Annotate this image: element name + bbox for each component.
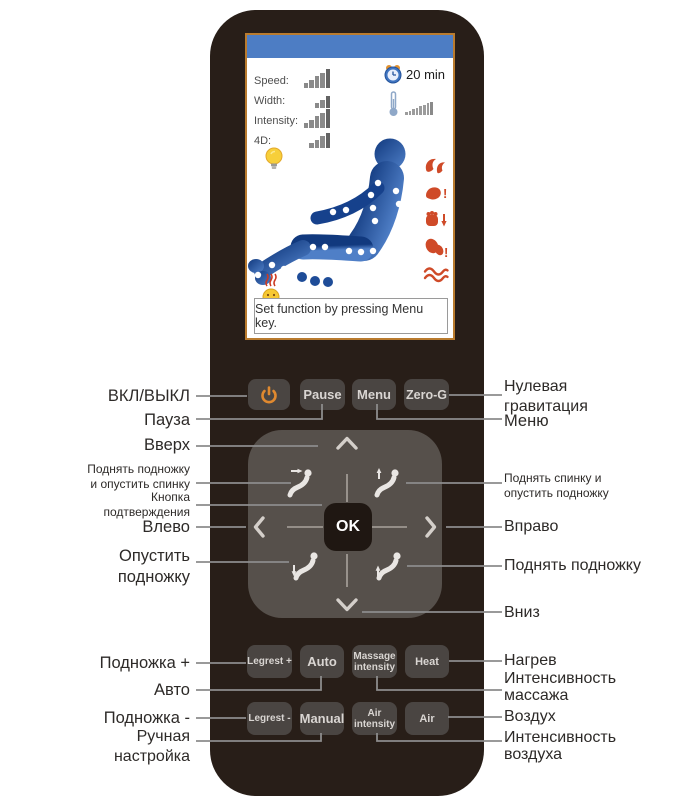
up-arrow-icon[interactable] bbox=[338, 439, 356, 449]
power-button[interactable] bbox=[248, 379, 290, 410]
menu-button[interactable] bbox=[352, 379, 396, 410]
legrest-plus-button[interactable] bbox=[247, 645, 292, 678]
tapping-icon bbox=[423, 182, 450, 204]
width-label: Width: bbox=[254, 95, 286, 107]
legrest-minus-button[interactable] bbox=[247, 702, 292, 735]
power-icon bbox=[259, 385, 279, 405]
screen-message-box bbox=[254, 298, 448, 334]
right-callout-label: Вправо bbox=[504, 518, 559, 535]
wave-icon bbox=[423, 265, 450, 283]
lower-legrest-callout-label: Опустить подножку bbox=[117, 547, 190, 586]
ok-button[interactable] bbox=[324, 503, 372, 551]
ok-button-label: OK bbox=[336, 518, 360, 535]
screen bbox=[245, 33, 455, 340]
shiatsu-icon bbox=[423, 236, 450, 259]
zero-g-button[interactable] bbox=[404, 379, 449, 410]
manual-label: Manual bbox=[299, 711, 345, 726]
air-callout-label: Воздух bbox=[504, 708, 556, 725]
raise-legrest-icon[interactable] bbox=[376, 552, 401, 578]
speed-label: Speed: bbox=[254, 75, 289, 87]
intensity-label: Intensity: bbox=[254, 115, 299, 127]
massage-intensity-label-1: Massage bbox=[353, 650, 396, 662]
pause-callout-label: Пауза bbox=[144, 411, 190, 429]
pause-button[interactable] bbox=[300, 379, 345, 410]
left-callout-label: Влево bbox=[142, 518, 190, 536]
massage-intensity-button[interactable] bbox=[352, 645, 397, 678]
lower-legrest-icon[interactable] bbox=[292, 552, 318, 578]
raise-legrest-callout-label: Поднять подножку bbox=[504, 557, 641, 574]
down-arrow-icon[interactable] bbox=[338, 600, 356, 610]
air-intensity-label-1: Air bbox=[367, 707, 382, 719]
auto-button[interactable] bbox=[300, 645, 344, 678]
down-callout-label: Вниз bbox=[504, 604, 540, 621]
air-button[interactable] bbox=[405, 702, 449, 735]
auto-label: Auto bbox=[307, 654, 337, 669]
navigation-pad[interactable] bbox=[248, 430, 442, 618]
air-intensity-callout-label: Интенсивность воздуха bbox=[504, 729, 617, 763]
screen-message-text: Set function by pressing Menu key. bbox=[255, 302, 424, 330]
4d-label: 4D: bbox=[254, 135, 272, 147]
massage-intensity-callout-label: Интенсивность массажа bbox=[504, 670, 617, 704]
menu-button-label: Menu bbox=[357, 387, 391, 402]
massage-intensity-label-2: intensity bbox=[353, 661, 396, 673]
raise-legrest-lower-back-callout-label: Поднять подножку и опустить спинку bbox=[87, 462, 190, 491]
manual-button[interactable] bbox=[300, 702, 344, 735]
power-callout-label: ВКЛ/ВЫКЛ bbox=[107, 387, 190, 405]
legrest-plus-callout-label: Подножка + bbox=[99, 654, 190, 672]
air-intensity-label-2: intensity bbox=[353, 718, 396, 730]
pressing-icon bbox=[423, 208, 450, 231]
air-intensity-button[interactable] bbox=[352, 702, 397, 735]
right-arrow-icon[interactable] bbox=[427, 518, 435, 536]
menu-callout-label: Меню bbox=[504, 412, 549, 430]
zero-g-callout-label: Нулевая гравитация bbox=[504, 378, 588, 415]
raise-legrest-lower-back-icon[interactable] bbox=[290, 469, 312, 495]
raise-back-lower-legrest-icon[interactable] bbox=[377, 468, 399, 495]
svg-text:!: ! bbox=[444, 245, 449, 259]
auto-callout-label: Авто bbox=[154, 681, 190, 699]
heat-callout-label: Нагрев bbox=[504, 652, 557, 669]
legrest-minus-label: Legrest - bbox=[248, 713, 291, 724]
svg-text:!: ! bbox=[443, 186, 448, 201]
heat-button[interactable] bbox=[405, 645, 449, 678]
remote-body bbox=[210, 10, 484, 796]
zero-g-button-label: Zero-G bbox=[406, 387, 447, 402]
air-label: Air bbox=[419, 712, 435, 725]
heat-label: Heat bbox=[415, 655, 439, 668]
kneading-icon bbox=[423, 155, 450, 177]
up-callout-label: Вверх bbox=[143, 436, 190, 454]
pause-button-label: Pause bbox=[303, 387, 342, 402]
legrest-plus-label: Legrest + bbox=[247, 656, 292, 667]
timer-value: 20 min bbox=[406, 66, 446, 82]
manual-callout-label: Ручная настройка bbox=[113, 728, 190, 765]
left-arrow-icon[interactable] bbox=[256, 518, 264, 536]
legrest-minus-callout-label: Подножка - bbox=[103, 709, 190, 727]
confirm-callout-label: Кнопка подтверждения bbox=[103, 490, 190, 519]
raise-back-lower-legrest-callout-label: Поднять спинку и опустить подножку bbox=[504, 471, 609, 500]
